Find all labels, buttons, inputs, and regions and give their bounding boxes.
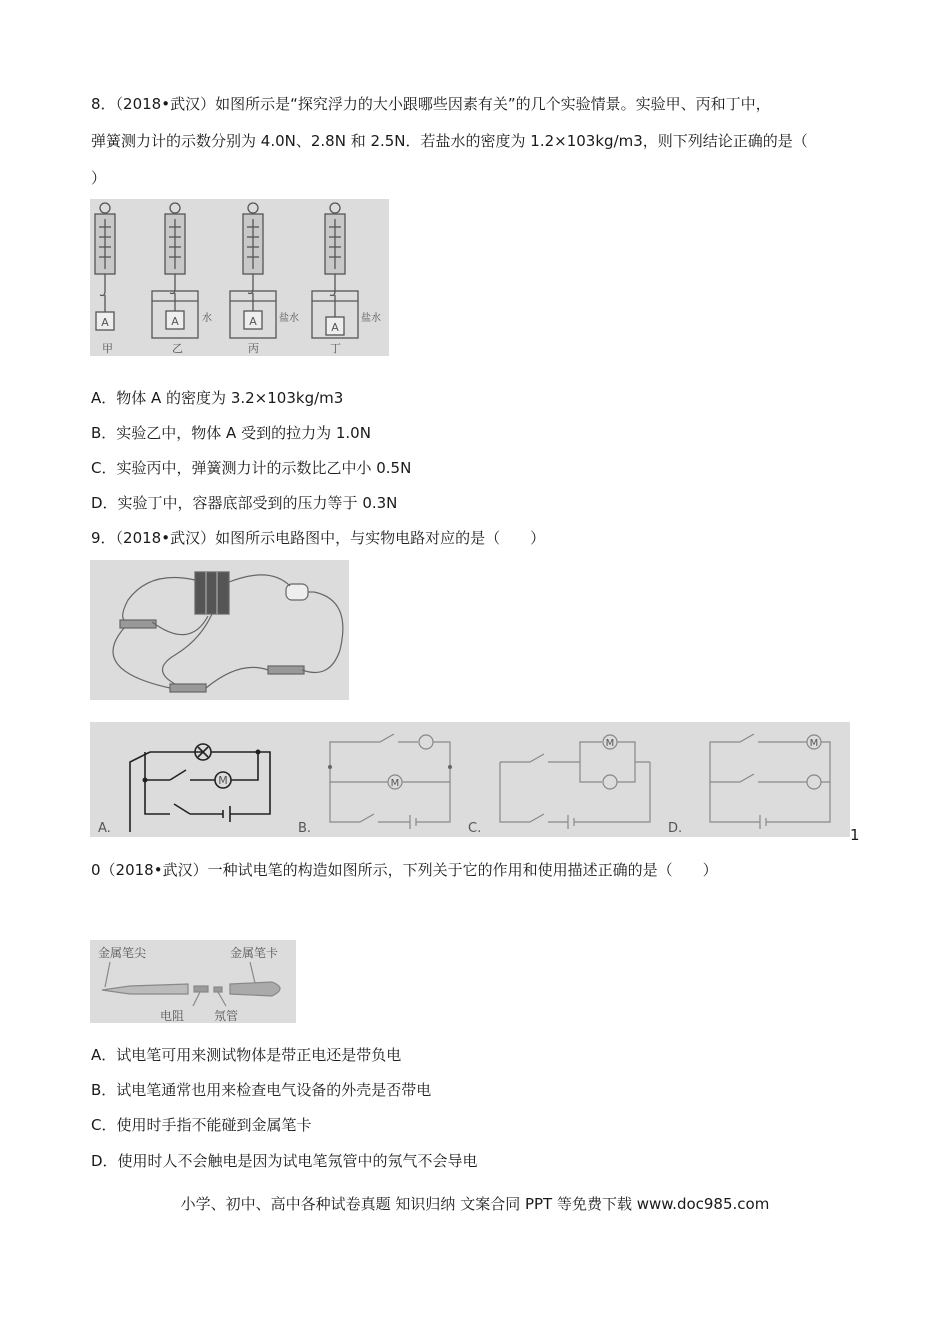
experiment-label-bing: 丙 [248, 342, 259, 355]
q9-option-label-b: B. [298, 821, 312, 836]
q9-motor-symbol-d: M [809, 738, 819, 749]
page-footer: 小学、初中、高中各种试卷真题 知识归纳 文案合同 PPT 等免费下载 www.doc985.com [180, 1195, 770, 1213]
q9-motor-symbol-b: M [390, 778, 400, 789]
q10-option-a: A．试电笔可用来测试物体是带正电还是带负电 [91, 1046, 402, 1064]
label-metal-tip: 金属笔尖 [98, 946, 147, 960]
q9-stem: 9．（2018•武汉）如图所示电路图中，与实物电路对应的是（ ） [91, 529, 546, 547]
q8-stem-line-1: 8．（2018•武汉）如图所示是“探究浮力的大小跟哪些因素有关”的几个实验情景。实验甲、丙和丁中， [91, 95, 771, 113]
block-a-label-4: A [331, 321, 339, 334]
block-a-label-1: A [101, 316, 109, 329]
q10-stem: 0（2018•武汉）一种试电笔的构造如图所示，下列关于它的作用和使用描述正确的是（ ） [91, 861, 718, 879]
q10-option-c: C．使用时手指不能碰到金属笔卡 [91, 1116, 312, 1134]
q10-test-pen-figure [90, 940, 296, 1023]
experiment-label-yi: 乙 [172, 342, 183, 355]
q9-physical-circuit-figure [90, 560, 349, 700]
experiment-label-jia: 甲 [102, 342, 113, 355]
q9-option-label-a: A. [98, 821, 111, 836]
liquid-label-brine-2: 盐水 [361, 313, 381, 324]
q10-option-b: B．试电笔通常也用来检查电气设备的外壳是否带电 [91, 1081, 432, 1099]
q9-option-label-c: C. [468, 821, 482, 836]
q9-motor-symbol-c: M [605, 738, 615, 749]
q9-option-label-d: D. [668, 821, 683, 836]
block-a-label-2: A [171, 315, 179, 328]
q8-option-a: A．物体 A 的密度为 3.2×103kg/m3 [91, 389, 344, 407]
experiment-label-ding: 丁 [330, 342, 341, 355]
q8-option-b: B．实验乙中，物体 A 受到的拉力为 1.0N [91, 424, 371, 442]
q8-stem-line-3: ） [91, 169, 107, 187]
label-metal-clip: 金属笔卡 [230, 946, 279, 960]
q9-motor-symbol-a: M [218, 774, 228, 787]
q10-option-d: D．使用时人不会触电是因为试电笔氖管中的氖气不会导电 [91, 1152, 478, 1170]
q8-stem-line-2: 弹簧测力计的示数分别为 4.0N、2.8N 和 2.5N．若盐水的密度为 1.2×103kg/m3，则下列结论正确的是（ [91, 132, 808, 150]
page-number-fragment: 1 [850, 826, 860, 844]
q8-option-d: D．实验丁中，容器底部受到的压力等于 0.3N [91, 494, 398, 512]
q8-option-c: C．实验丙中，弹簧测力计的示数比乙中小 0.5N [91, 459, 412, 477]
label-resistor: 电阻 [160, 1009, 185, 1023]
q9-circuit-options-figure [90, 722, 850, 837]
liquid-label-brine-1: 盐水 [279, 313, 299, 324]
liquid-label-water: 水 [202, 313, 212, 324]
label-neon-tube: 氖管 [214, 1009, 239, 1023]
block-a-label-3: A [249, 315, 257, 328]
q8-buoyancy-figure [90, 199, 389, 356]
